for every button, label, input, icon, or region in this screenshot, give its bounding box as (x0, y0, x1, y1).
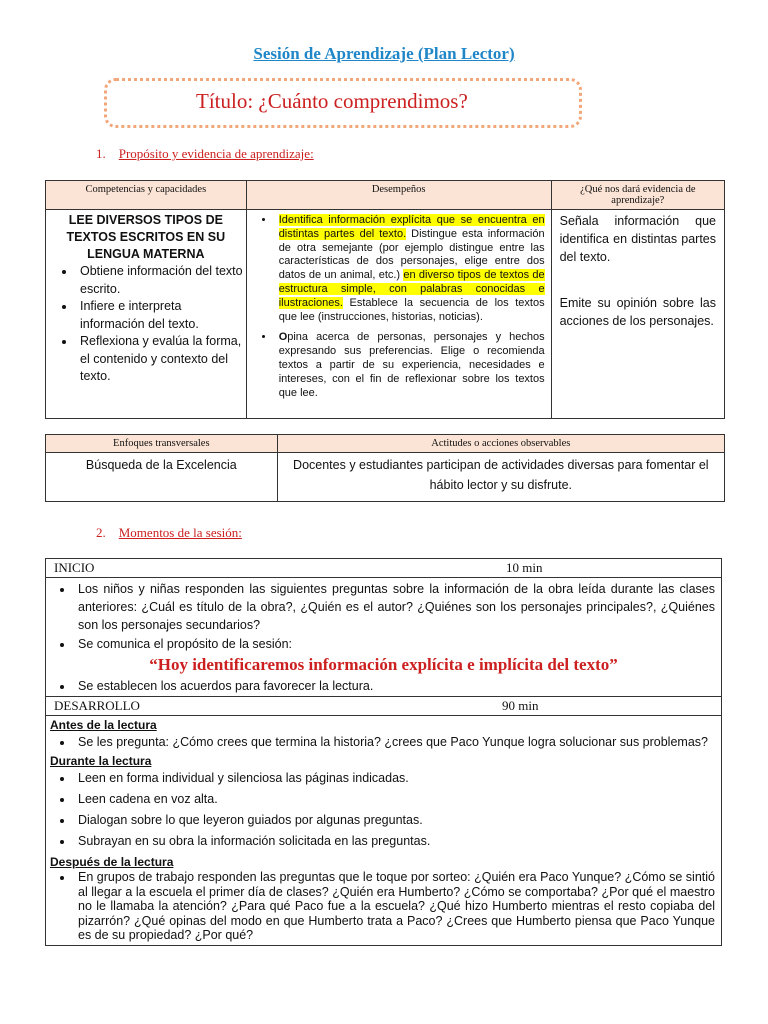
attitude-cell: Docentes y estudiantes participan de actividades diversas para fomentar el hábito lector y su disfrute. (277, 453, 724, 502)
inicio-body-row (46, 578, 722, 697)
list-item: • Se establecen los acuerdos para favorecer la lectura. (74, 677, 715, 695)
list-item: • Subrayan en su obra la información solicitada en las preguntas. (74, 832, 715, 850)
highlighted-text: en diverso tipos de textos de estructura simple, con palabras conocidas e ilustraciones. (278, 269, 545, 309)
section-2-number: 2. (96, 525, 106, 540)
competencies-cell (46, 210, 247, 419)
performances-list (247, 214, 551, 400)
list-item: • Se les pregunta: ¿Cómo crees que termina la historia? ¿crees que Paco Yunque logra solucionar sus problemas? (74, 733, 715, 751)
list-item (275, 331, 545, 400)
header-competencies: Competencias y capacidades (46, 181, 247, 210)
performance-text: pina acerca de personas, personajes y hechos expresando sus preferencias. Elige o recomienda textos a partir de su experiencia, necesidades e intereses, con el fin de reflexionar sobre los textos que lee. (278, 331, 545, 399)
document-title: Sesión de Aprendizaje (Plan Lector) (253, 44, 515, 63)
list-item: • Dialogan sobre lo que leyeron guiados por algunas preguntas. (74, 811, 715, 829)
list-item: • Reflexiona y evalúa la forma, el contenido y contexto del texto. (76, 333, 246, 386)
desarrollo-header (46, 697, 722, 716)
inicio-header (46, 559, 722, 578)
evidence-cell (551, 210, 724, 419)
highlighted-text: Identifica información explícita que se encuentra en distintas partes del texto. (278, 214, 545, 240)
purpose-table (45, 180, 725, 419)
performances-cell (246, 210, 551, 419)
performance-text: Distingue esta información de otra semejante (por ejemplo distingue entre las características de dos personajes, elige entre dos datos de un animal, etc.) (278, 227, 545, 282)
list-item: • En grupos de trabajo responden las preguntas que le toque por sorteo: ¿Quién era Paco Yunque? ¿Cómo se sintió al llegar a la escuela el primer día de clases? ¿Quién era Humberto? ¿Cómo se comportaba? ¿Por qué el maestro no le llamaba la atención? ¿Para qué Paco fue a la escuela? ¿Qué hizo Humberto mientras el resto copiaba del pizarrón? ¿Qué opinas del modo en que Humberto trata a Paco? ¿Crees que Humberto piensa que Paco Yunque es de su propiedad? ¿Por qué? (74, 870, 715, 943)
inicio-header-row (46, 559, 722, 578)
after-reading-list (46, 870, 721, 943)
desarrollo-body (46, 716, 722, 946)
list-item: • Leen en forma individual y silenciosa las páginas indicadas. (74, 769, 715, 787)
section-2-label: Momentos de la sesión: (118, 525, 242, 540)
desarrollo-header-row (46, 697, 722, 716)
inicio-label: INICIO (54, 560, 95, 575)
evidence-item: Emite su opinión sobre las acciones de los personajes. (559, 296, 716, 328)
desarrollo-label: DESARROLLO (54, 698, 140, 713)
performance-initial: O (278, 331, 288, 344)
list-item: • Se comunica el propósito de la sesión: (74, 635, 715, 653)
during-reading-heading: Durante la lectura (50, 754, 152, 768)
list-item: • Obtiene información del texto escrito. (76, 263, 246, 298)
inicio-body (46, 578, 722, 697)
header-attitudes: Actitudes o acciones observables (277, 435, 724, 453)
after-reading-heading: Después de la lectura (50, 855, 174, 869)
header-performances: Desempeños (246, 181, 551, 210)
performance-text: Establece la secuencia de los textos que lee (instrucciones, historias, noticias). (278, 296, 545, 323)
capacities-list (46, 263, 246, 386)
session-title: Título: ¿Cuánto comprendimos? (196, 89, 468, 113)
section-1-number: 1. (96, 146, 106, 161)
approaches-table (45, 434, 725, 502)
list-item: • Infiere e interpreta información del texto. (76, 298, 246, 333)
header-evidence: ¿Qué nos dará evidencia de aprendizaje? (551, 181, 724, 210)
inicio-time: 10 min (506, 560, 543, 575)
list-item: • Leen cadena en voz alta. (74, 790, 715, 808)
during-reading-list (46, 769, 721, 850)
competency-title: LEE DIVERSOS TIPOS DE TEXTOS ESCRITOS EN SU LENGUA MATERNA (66, 213, 226, 261)
section-1-heading (96, 146, 314, 162)
list-item (275, 214, 545, 324)
before-reading-heading: Antes de la lectura (50, 718, 157, 732)
purpose-table-header (46, 181, 725, 210)
inicio-list (46, 580, 721, 653)
section-2-heading (96, 525, 242, 541)
session-purpose-quote: “Hoy identificaremos información explícita e implícita del texto” (149, 655, 618, 674)
approach-cell: Búsqueda de la Excelencia (46, 453, 278, 502)
list-item: • Los niños y niñas responden las siguientes preguntas sobre la información de la obra leída durante las clases anteriores: ¿Cuál es título de la obra?, ¿Quién es el autor? ¿Quiénes son los personajes principales?, ¿Quiénes son los personajes secundarios? (74, 580, 715, 634)
before-reading-list (46, 733, 721, 751)
session-moments-table (45, 558, 722, 946)
approaches-table-header (46, 435, 725, 453)
desarrollo-time: 90 min (502, 698, 539, 713)
purpose-table-row (46, 210, 725, 419)
approaches-table-row (46, 453, 725, 502)
section-1-label: Propósito y evidencia de aprendizaje: (118, 146, 314, 161)
inicio-list-2 (46, 677, 721, 695)
desarrollo-body-row (46, 716, 722, 946)
header-approaches: Enfoques transversales (46, 435, 278, 453)
evidence-item: Señala información que identifica en distintas partes del texto. (559, 214, 716, 264)
